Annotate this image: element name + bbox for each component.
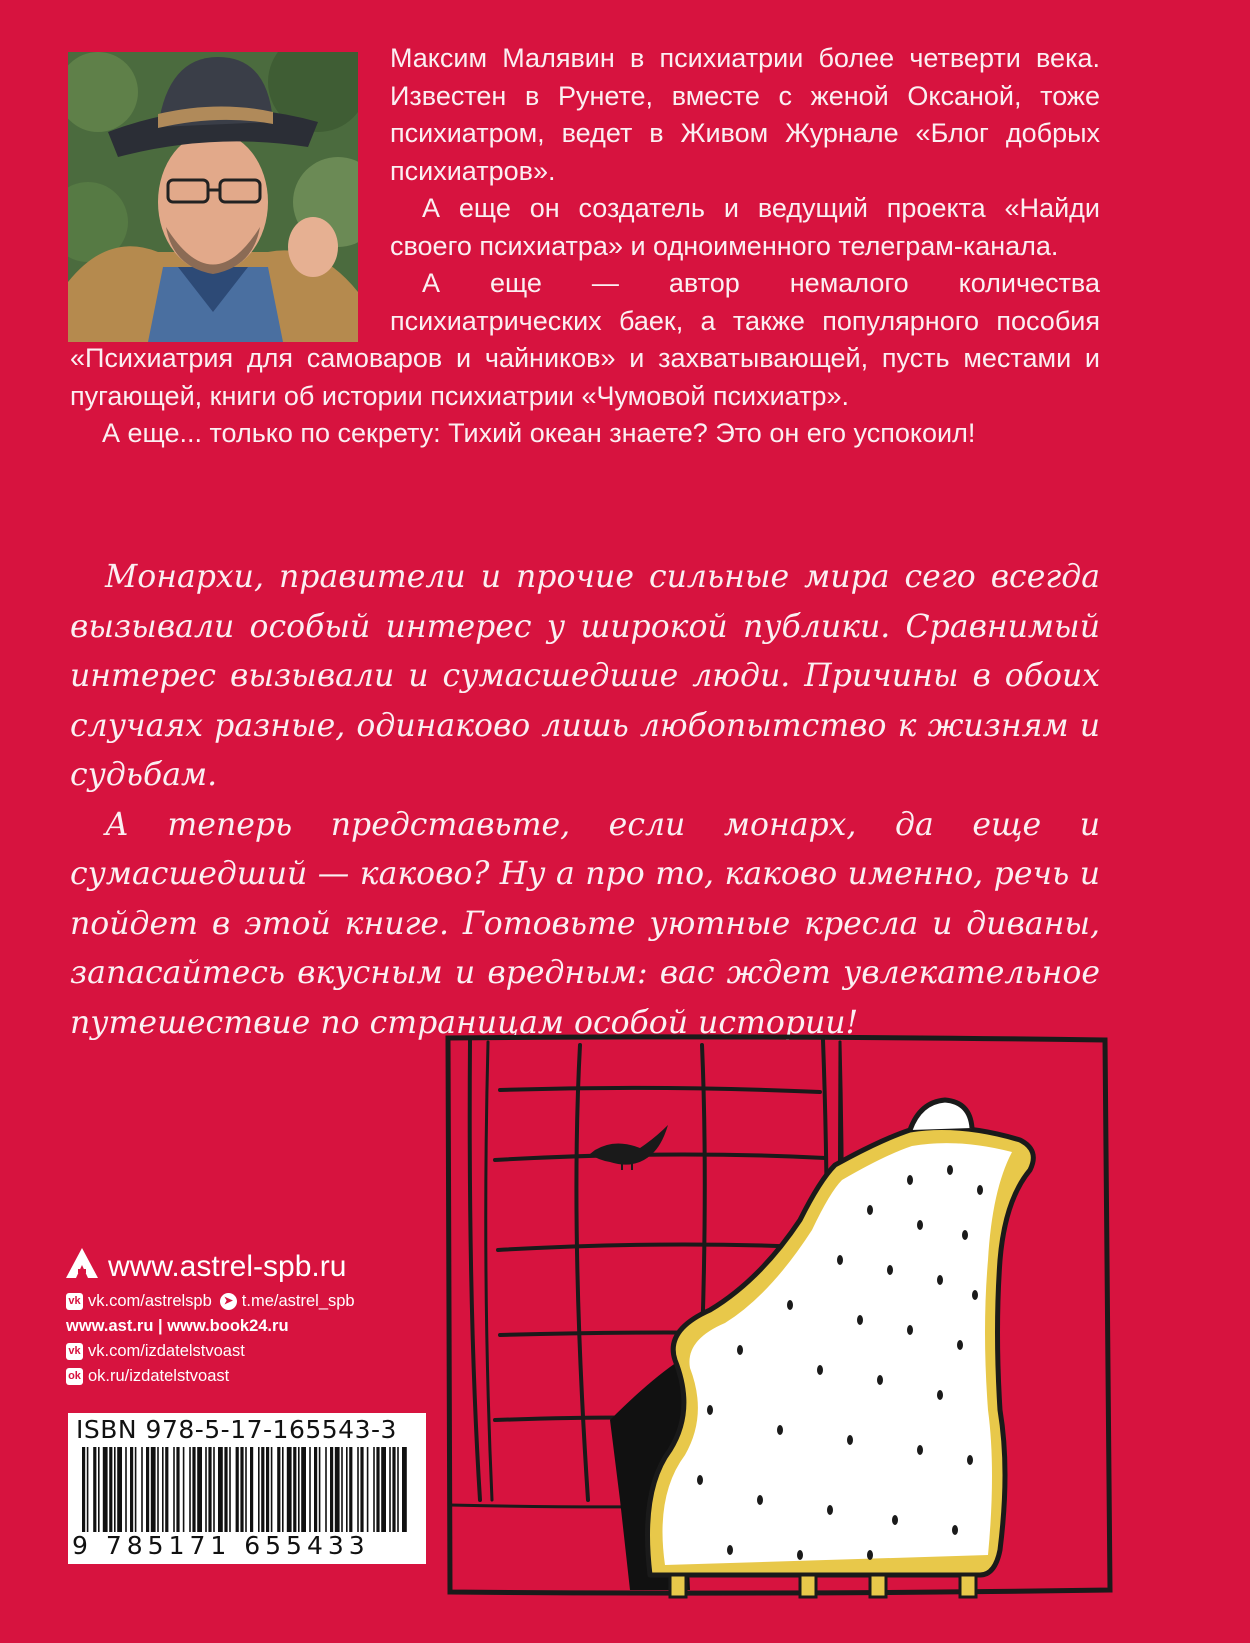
barcode-bar <box>314 1447 317 1532</box>
barcode-bars <box>82 1447 412 1542</box>
barcode-bar <box>162 1447 164 1532</box>
vk-icon: vk <box>66 1293 83 1310</box>
barcode-bar <box>319 1447 321 1532</box>
barcode-bar <box>98 1447 100 1532</box>
barcode-bar <box>208 1447 211 1532</box>
barcode-bar <box>271 1447 273 1532</box>
isbn-label: ISBN 978-5-17-165543-3 <box>76 1415 397 1444</box>
ok-icon: ok <box>66 1368 83 1385</box>
barcode-bar <box>197 1447 202 1532</box>
barcode-bar <box>229 1447 231 1532</box>
barcode-bar <box>141 1447 143 1532</box>
publisher-info <box>66 1245 426 1389</box>
vk-icon: vk <box>66 1343 83 1360</box>
barcode-bar <box>236 1447 239 1532</box>
barcode-bar <box>293 1447 296 1532</box>
bio-paragraph: А еще — автор немалого количества психиатрических баек, а также популярного пособия «Психиатрия для самоваров и чайников» и захватывающей, пусть местами и пугающей, книги об истории психиатрии «Чумовой психиатр». <box>70 268 1100 411</box>
barcode-bar <box>87 1447 89 1532</box>
barcode-bar <box>258 1447 260 1532</box>
barcode-bar <box>357 1447 359 1532</box>
barcode-bar <box>335 1447 340 1532</box>
barcode-bar <box>103 1447 108 1532</box>
barcode-bar <box>213 1447 215 1532</box>
barcode-bar <box>240 1447 243 1532</box>
barcode-bar <box>157 1447 159 1532</box>
barcode-bar <box>330 1447 333 1532</box>
barcode-bar <box>109 1447 112 1532</box>
barcode-bar <box>173 1447 175 1532</box>
barcode-bar <box>325 1447 327 1532</box>
barcode-bar <box>192 1447 195 1532</box>
barcode-bar <box>130 1447 133 1532</box>
vk-astrel-link[interactable]: vk.com/astrelspb <box>88 1292 212 1310</box>
blurb-paragraph: Монархи, правители и прочие сильные мира сего всегда вызывали особый интерес у широкой публики. Сравнимый интерес вызывали и сумасшедшие люди. Причины в обоих случаях разные, одинаково лишь любопытство к жизням и судьбам. <box>70 559 1100 793</box>
barcode-bar <box>218 1447 223 1532</box>
barcode-bar <box>189 1447 191 1532</box>
barcode-bar <box>402 1447 407 1532</box>
barcode-bar <box>93 1447 96 1532</box>
barcode-bar <box>82 1447 85 1532</box>
barcode-bar <box>250 1447 253 1532</box>
barcode-bar <box>397 1447 399 1532</box>
publisher-sites[interactable]: www.ast.ru | www.book24.ru <box>66 1317 289 1335</box>
barcode-bar <box>301 1447 306 1532</box>
astrel-logo-icon <box>66 1248 98 1286</box>
barcode-bar <box>135 1447 137 1532</box>
armchair-illustration <box>440 1030 1120 1615</box>
bio-paragraph: А еще... только по секрету: Тихий океан знаете? Это он его успокоил! <box>102 418 976 448</box>
telegram-icon: ➤ <box>220 1293 237 1310</box>
barcode-bar <box>381 1447 386 1532</box>
barcode-bar <box>282 1447 284 1532</box>
telegram-link[interactable]: t.me/astrel_spb <box>241 1292 355 1310</box>
barcode-bar <box>277 1447 280 1532</box>
barcode-bar <box>389 1447 391 1532</box>
barcode-bar <box>114 1447 116 1532</box>
bio-paragraph: А еще он создатель и ведущий проекта «Найди своего психиатра» и одноименного телеграм-канала. <box>390 193 1100 261</box>
bio-paragraph: Максим Малявин в психиатрии более четверти века. Известен в Рунете, вместе с женой Оксаной, тоже психиатром, ведет в Живом Журнале «Блог добрых психиатров». <box>390 43 1100 186</box>
barcode-bar <box>146 1447 149 1532</box>
barcode-bar <box>298 1447 300 1532</box>
blurb-paragraph: А теперь представьте, если монарх, да еще и сумасшедший — каково? Ну а про то, каково именно, речь и пойдет в этой книге. Готовьте уютные кресла и диваны, запасайтесь вкусным и вредным: вас ждет увлекательное путешествие по страницам особой истории! <box>70 806 1100 1041</box>
barcode-bar <box>125 1447 127 1532</box>
barcode-bar <box>205 1447 207 1532</box>
vk-ast-link[interactable]: vk.com/izdatelstvoast <box>88 1342 245 1360</box>
barcode-bar <box>151 1447 156 1532</box>
barcode-bar <box>367 1447 369 1532</box>
barcode-bar <box>376 1447 379 1532</box>
author-bio <box>70 40 1100 453</box>
barcode-bar <box>224 1447 227 1532</box>
barcode-bar <box>117 1447 122 1532</box>
barcode-bar <box>341 1447 343 1532</box>
ok-ast-link[interactable]: ok.ru/izdatelstvoast <box>88 1367 230 1385</box>
barcode-bar <box>183 1447 185 1532</box>
isbn-barcode <box>68 1413 426 1564</box>
barcode-bar <box>245 1447 247 1532</box>
ean-digits: 9 785171 655433 <box>72 1531 370 1560</box>
barcode-bar <box>346 1447 348 1532</box>
barcode-bar <box>266 1447 269 1532</box>
barcode-bar <box>176 1447 179 1532</box>
publisher-website-link[interactable]: www.astrel-spb.ru <box>108 1250 347 1283</box>
barcode-bar <box>261 1447 264 1532</box>
barcode-bar <box>360 1447 363 1532</box>
barcode-bar <box>165 1447 168 1532</box>
book-blurb <box>70 553 1100 1048</box>
barcode-bar <box>287 1447 292 1532</box>
barcode-bar <box>392 1447 395 1532</box>
bird-icon <box>590 1125 668 1170</box>
barcode-bar <box>349 1447 352 1532</box>
barcode-bar <box>373 1447 375 1532</box>
barcode-bar <box>309 1447 311 1532</box>
